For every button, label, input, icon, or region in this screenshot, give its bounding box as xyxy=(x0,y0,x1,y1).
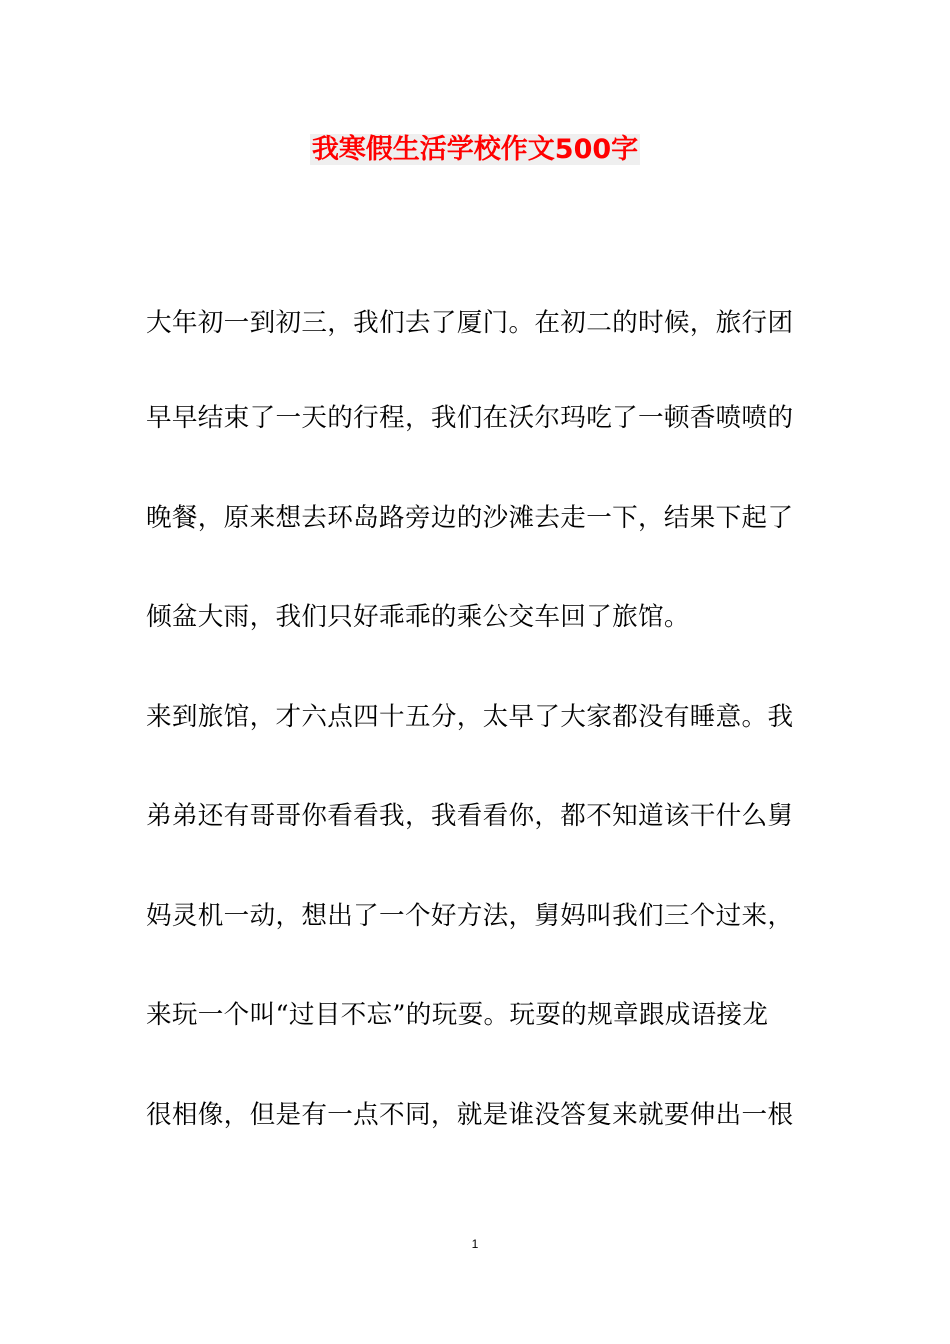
body-line-2: 早早结束了一天的行程，我们在沃尔玛吃了一顿香喷喷的 xyxy=(146,403,794,433)
body-line-8: 来玩一个叫“过目不忘”的玩耍。玩耍的规章跟成语接龙 xyxy=(146,1000,769,1030)
body-line-1: 大年初一到初三，我们去了厦门。在初二的时候，旅行团 xyxy=(146,308,794,338)
body-line-7: 妈灵机一动，想出了一个好方法，舅妈叫我们三个过来， xyxy=(146,901,794,931)
document-title-text: 我寒假生活学校作文500字 xyxy=(311,134,639,165)
body-line-9: 很相像，但是有一点不同，就是谁没答复来就要伸出一根 xyxy=(146,1100,794,1130)
body-line-5: 来到旅馆，才六点四十五分，太早了大家都没有睡意。我 xyxy=(146,702,794,732)
document-title xyxy=(0,128,950,172)
body-line-3: 晚餐，原来想去环岛路旁边的沙滩去走一下，结果下起了 xyxy=(146,503,794,533)
body-line-6: 弟弟还有哥哥你看看我，我看看你，都不知道该干什么舅 xyxy=(146,801,794,831)
page-number: 1 xyxy=(471,1237,479,1251)
body-line-4: 倾盆大雨，我们只好乖乖的乘公交车回了旅馆。 xyxy=(146,602,690,632)
